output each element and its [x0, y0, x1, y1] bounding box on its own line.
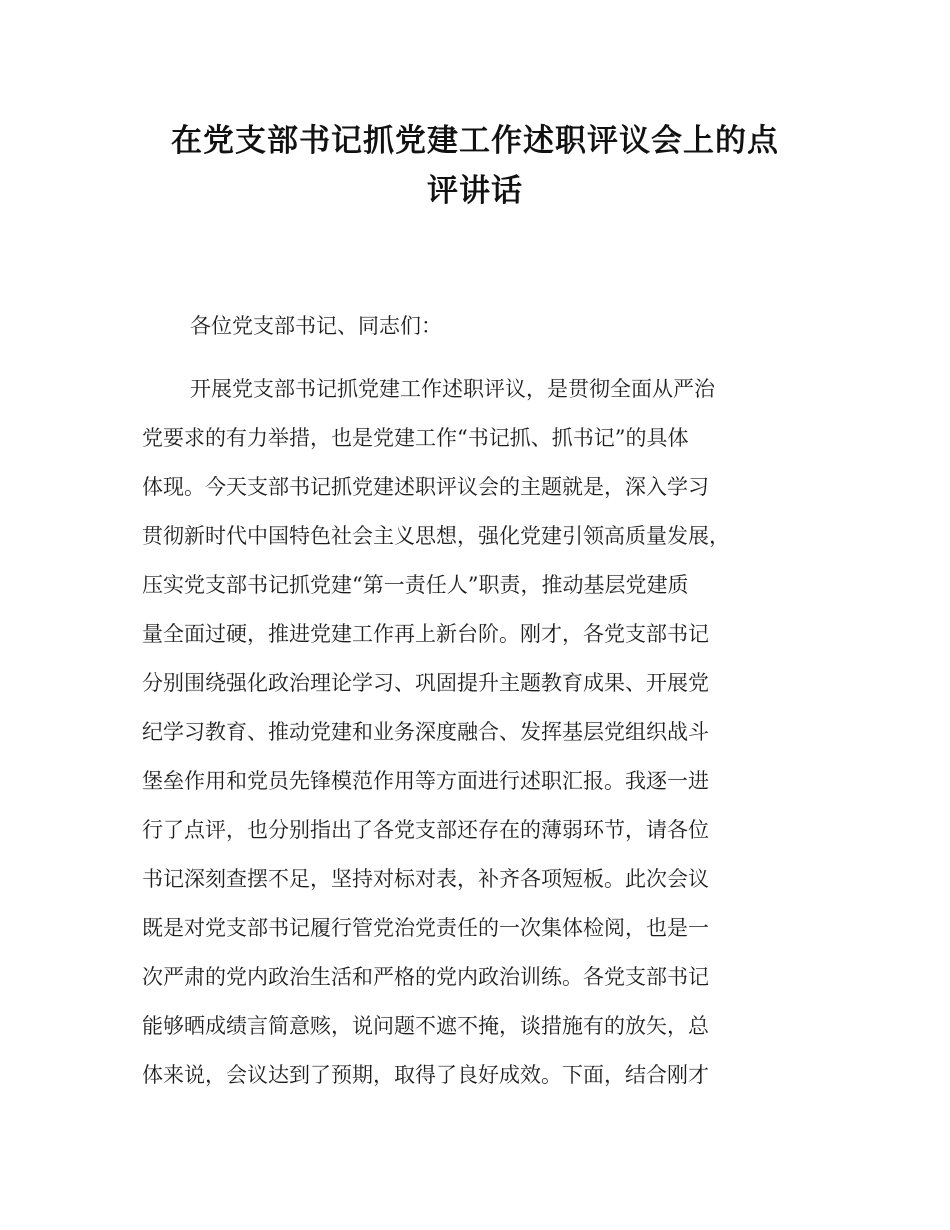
paragraph-line: 分别围绕强化政治理论学习、巩固提升主题教育成果、开展党 [142, 671, 709, 695]
paragraph-line: 行了点评，也分别指出了各党支部还存在的薄弱环节，请各位 [142, 818, 709, 842]
paragraph-line: 体现。今天支部书记抓党建述职评议会的主题就是，深入学习 [142, 475, 709, 499]
title-line-2: 评讲话 [427, 173, 523, 209]
paragraph-line: 贯彻新时代中国特色社会主义思想，强化党建引领高质量发展， [142, 524, 730, 548]
paragraph-line: 能够晒成绩言简意赅，说问题不遮不掩，谈措施有的放矢，总 [142, 1014, 709, 1038]
paragraph-line: 书记深刻查摆不足，坚持对标对表，补齐各项短板。此次会议 [142, 867, 709, 891]
paragraph-line: 既是对党支部书记履行管党治党责任的一次集体检阅，也是一 [142, 916, 709, 940]
paragraph-line: 量全面过硬，推进党建工作再上新台阶。刚才，各党支部书记 [142, 622, 709, 646]
paragraph-line: 次严肃的党内政治生活和严格的党内政治训练。各党支部书记 [142, 965, 709, 989]
paragraph-line: 开展党支部书记抓党建工作述职评议，是贯彻全面从严治 [190, 377, 715, 401]
paragraph-line: 堡垒作用和党员先锋模范作用等方面进行述职汇报。我逐一进 [142, 769, 709, 793]
paragraph-line: 党要求的有力举措，也是党建工作“书记抓、抓书记”的具体 [142, 426, 689, 450]
paragraph-line: 压实党支部书记抓党建“第一责任人”职责，推动基层党建质 [142, 573, 689, 597]
salutation: 各位党支部书记、同志们： [190, 314, 442, 338]
title-line-1: 在党支部书记抓党建工作述职评议会上的点 [171, 123, 779, 159]
document-title [120, 116, 830, 216]
paragraph-line: 纪学习教育、推动党建和业务深度融合、发挥基层党组织战斗 [142, 720, 709, 744]
paragraph-line: 体来说，会议达到了预期，取得了良好成效。下面，结合刚才 [142, 1063, 709, 1087]
